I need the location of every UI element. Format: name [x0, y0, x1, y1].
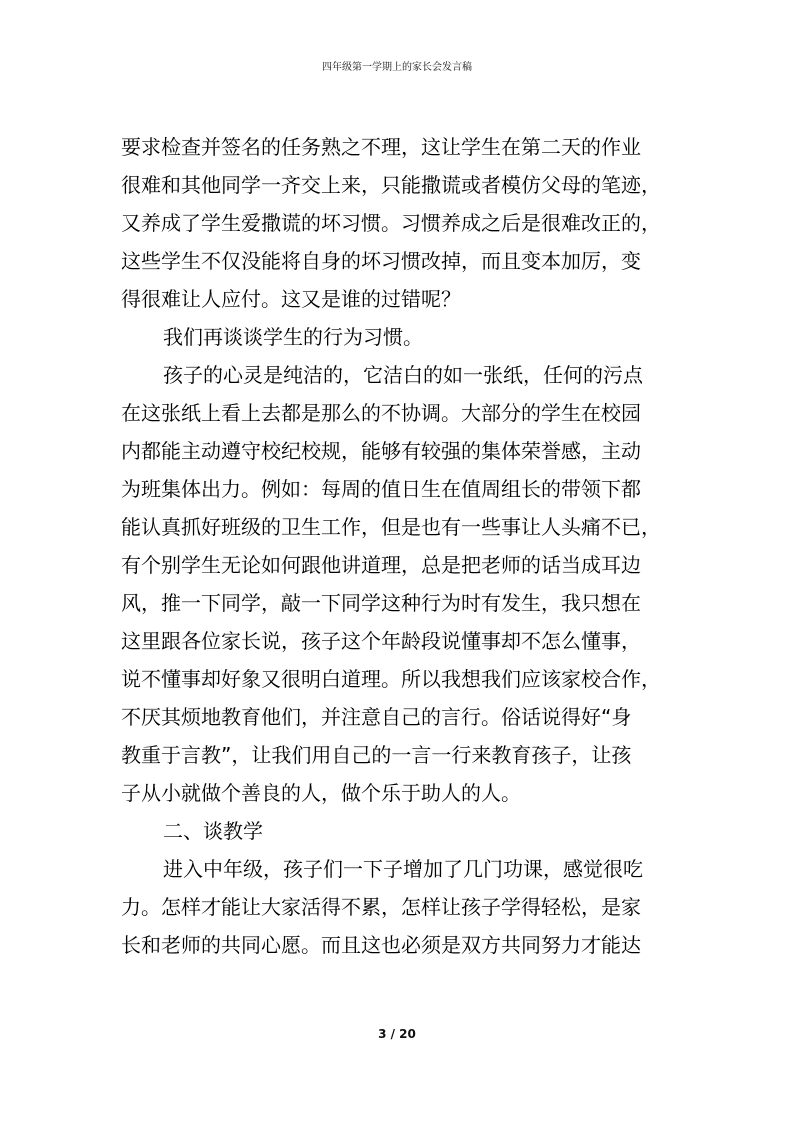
text-line: 在这张纸上看上去都是那么的不协调。大部分的学生在校园	[121, 401, 641, 425]
text-line: 为班集体出力。例如：每周的值日生在值周组长的带领下都	[121, 477, 641, 501]
text-line: 进入中年级，孩子们一下子增加了几门功课，感觉很吃	[163, 857, 643, 881]
document-body	[121, 128, 681, 964]
text-line: 内都能主动遵守校纪校规，能够有较强的集体荣誉感，主动	[121, 439, 641, 463]
text-line: 说不懂事却好象又很明白道理。所以我想我们应该家校合作，	[121, 667, 661, 691]
text-line: 教重于言教”，让我们用自己的一言一行来教育孩子，让孩	[121, 743, 632, 767]
text-line: 有个别学生无论如何跟他讲道理，总是把老师的话当成耳边	[121, 553, 641, 577]
text-line: 得很难让人应付。这又是谁的过错呢？	[121, 287, 461, 311]
text-line: 要求检查并签名的任务熟之不理，这让学生在第二天的作业	[121, 135, 641, 159]
text-line: 很难和其他同学一齐交上来，只能撒谎或者模仿父母的笔迹，	[121, 173, 661, 197]
page-header: 四年级第一学期上的家长会发言稿	[322, 62, 472, 73]
text-line: 风，推一下同学，敲一下同学这种行为时有发生，我只想在	[121, 591, 641, 615]
text-line: 这里跟各位家长说，孩子这个年龄段说懂事却不怎么懂事，	[121, 629, 641, 653]
page-number: 3 / 20	[378, 1027, 416, 1041]
text-line: 这些学生不仅没能将自身的坏习惯改掉，而且变本加厉，变	[121, 249, 641, 273]
text-line: 孩子的心灵是纯洁的，它洁白的如一张纸，任何的污点	[163, 363, 643, 387]
text-line: 我们再谈谈学生的行为习惯。	[163, 325, 423, 349]
text-line: 长和老师的共同心愿。而且这也必须是双方共同努力才能达	[121, 933, 641, 957]
text-line: 力。怎样才能让大家活得不累，怎样让孩子学得轻松，是家	[121, 895, 641, 919]
text-line: 又养成了学生爱撒谎的坏习惯。习惯养成之后是很难改正的，	[121, 211, 661, 235]
text-line: 能认真抓好班级的卫生工作，但是也有一些事让人头痛不已，	[121, 515, 661, 539]
section-heading: 二、谈教学	[163, 819, 263, 843]
text-line: 不厌其烦地教育他们，并注意自己的言行。俗话说得好“身	[121, 705, 632, 729]
text-line: 子从小就做个善良的人，做个乐于助人的人。	[121, 781, 521, 805]
